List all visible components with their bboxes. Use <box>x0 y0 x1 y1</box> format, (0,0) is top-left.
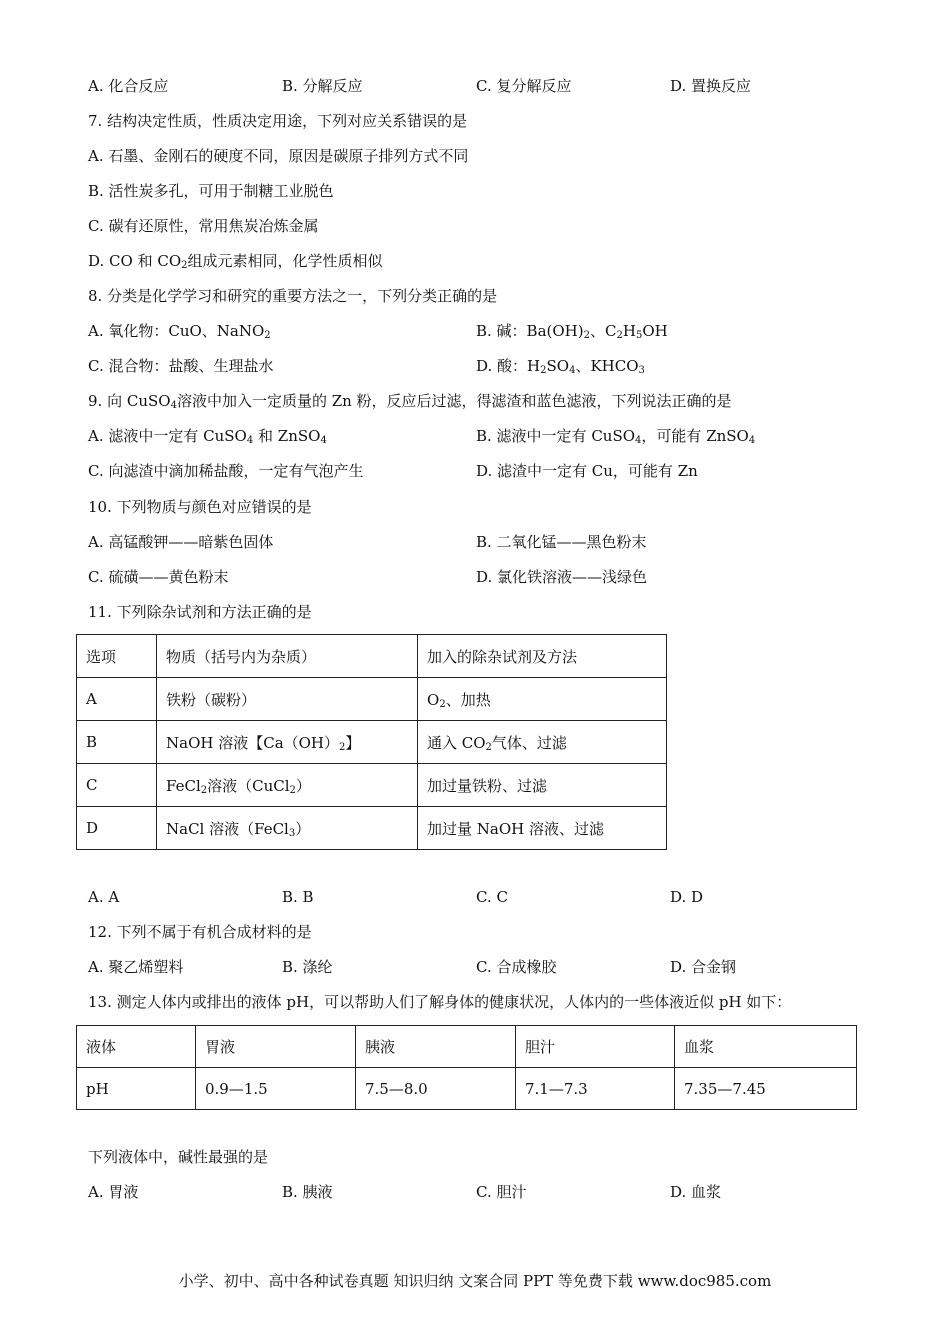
table-row <box>77 764 667 807</box>
table-cell: 胰液 <box>356 1026 516 1068</box>
table-row <box>77 1068 857 1110</box>
q10-option-c: C. 硫磺——黄色粉末 <box>88 568 229 586</box>
q13-stem: 13. 测定人体内或排出的液体 pH，可以帮助人们了解身体的健康状况，人体内的一些体液近似 pH 如下： <box>88 993 792 1011</box>
table-cell: 选项 <box>77 635 157 678</box>
table-cell: 加过量 NaOH 溶液、过滤 <box>418 807 667 850</box>
table-cell: D <box>77 807 157 850</box>
table-cell: NaOH 溶液【$Ca(OH)_2$】 <box>157 721 418 764</box>
q9-option-b: B. 滤液中一定有 CuSO$_4$，可能有 ZnSO$_4$ <box>476 427 756 446</box>
table-cell: 胆汁 <box>516 1026 675 1068</box>
table-cell: 7.5—8.0 <box>356 1068 516 1110</box>
table-cell: 加入的除杂试剂及方法 <box>418 635 667 678</box>
q12-option-b: B. 涤纶 <box>282 958 333 976</box>
table-cell: 7.35—7.45 <box>675 1068 857 1110</box>
q11-option-b: B. B <box>282 888 314 906</box>
q9-option-a: A. 滤液中一定有 CuSO$_4$ 和 ZnSO$_4$ <box>88 427 327 446</box>
table-cell: 血浆 <box>675 1026 857 1068</box>
q11-stem: 11. 下列除杂试剂和方法正确的是 <box>88 603 312 621</box>
q7-option-d: D. CO 和 $CO_2$组成元素相同，化学性质相似 <box>88 252 383 271</box>
q13-option-a: A. 胃液 <box>88 1183 139 1201</box>
q12-option-d: D. 合金钢 <box>670 958 737 976</box>
table-row <box>77 678 667 721</box>
table-cell: 液体 <box>77 1026 196 1068</box>
q8-option-c: C. 混合物：盐酸、生理盐水 <box>88 357 274 375</box>
q13-option-b: B. 胰液 <box>282 1183 333 1201</box>
table-cell: 物质（括号内为杂质） <box>157 635 418 678</box>
q8-stem: 8. 分类是化学学习和研究的重要方法之一，下列分类正确的是 <box>88 287 498 305</box>
table-cell: $O_2$、加热 <box>418 678 667 721</box>
table-row <box>77 635 667 678</box>
q8-option-d: D. 酸：$H_2SO_4$、$KHCO_3$ <box>476 357 645 376</box>
table-cell: B <box>77 721 157 764</box>
table-cell: 7.1—7.3 <box>516 1068 675 1110</box>
q9-stem: 9. 向 CuSO$_4$溶液中加入一定质量的 Zn 粉，反应后过滤，得滤渣和蓝色滤液，下列说法正确的是 <box>88 392 732 411</box>
q13-option-d: D. 血浆 <box>670 1183 722 1201</box>
table-cell: 铁粉（碳粉） <box>157 678 418 721</box>
q6-option-b: B. 分解反应 <box>282 77 363 95</box>
q7-option-c: C. 碳有还原性，常用焦炭冶炼金属 <box>88 217 319 235</box>
table-cell: 0.9—1.5 <box>196 1068 356 1110</box>
q12-stem: 12. 下列不属于有机合成材料的是 <box>88 923 312 941</box>
table-cell: C <box>77 764 157 807</box>
q6-option-d: D. 置换反应 <box>670 77 752 95</box>
table-cell: 加过量铁粉、过滤 <box>418 764 667 807</box>
table-cell: NaCl 溶液（FeCl$_3$） <box>157 807 418 850</box>
table-row <box>77 721 667 764</box>
q9-option-c: C. 向滤渣中滴加稀盐酸，一定有气泡产生 <box>88 462 364 480</box>
table-cell: 通入 $CO_2$气体、过滤 <box>418 721 667 764</box>
q13-table <box>76 1025 857 1110</box>
q12-option-a: A. 聚乙烯塑料 <box>88 958 184 976</box>
page-footer: 小学、初中、高中各种试卷真题 知识归纳 文案合同 PPT 等免费下载 www.doc985.com <box>178 1272 772 1290</box>
q9-option-d: D. 滤渣中一定有 Cu，可能有 Zn <box>476 462 698 480</box>
q10-option-a: A. 高锰酸钾——暗紫色固体 <box>88 533 274 551</box>
q11-table <box>76 634 667 850</box>
q6-option-c: C. 复分解反应 <box>476 77 572 95</box>
table-cell: FeCl$_2$溶液（CuCl$_2$） <box>157 764 418 807</box>
q11-option-d: D. D <box>670 888 704 906</box>
q6-option-a: A. 化合反应 <box>88 77 169 95</box>
q8-option-a: A. 氧化物：CuO、NaNO$_2$ <box>88 322 271 341</box>
q11-option-a: A. A <box>88 888 120 906</box>
q11-option-c: C. C <box>476 888 508 906</box>
table-cell: pH <box>77 1068 196 1110</box>
q8-option-b: B. 碱：$Ba(OH)_2$、$C_2H_5OH$ <box>476 322 668 341</box>
table-row <box>77 807 667 850</box>
table-cell: A <box>77 678 157 721</box>
q13-question: 下列液体中，碱性最强的是 <box>88 1148 269 1166</box>
table-row <box>77 1026 857 1068</box>
q13-option-c: C. 胆汁 <box>476 1183 527 1201</box>
q10-stem: 10. 下列物质与颜色对应错误的是 <box>88 498 312 516</box>
q7-option-a: A. 石墨、金刚石的硬度不同，原因是碳原子排列方式不同 <box>88 147 469 165</box>
q7-stem: 7. 结构决定性质，性质决定用途，下列对应关系错误的是 <box>88 112 468 130</box>
q10-option-b: B. 二氧化锰——黑色粉末 <box>476 533 647 551</box>
q10-option-d: D. 氯化铁溶液——浅绿色 <box>476 568 648 586</box>
table-cell: 胃液 <box>196 1026 356 1068</box>
q7-option-b: B. 活性炭多孔，可用于制糖工业脱色 <box>88 182 334 200</box>
q12-option-c: C. 合成橡胶 <box>476 958 557 976</box>
